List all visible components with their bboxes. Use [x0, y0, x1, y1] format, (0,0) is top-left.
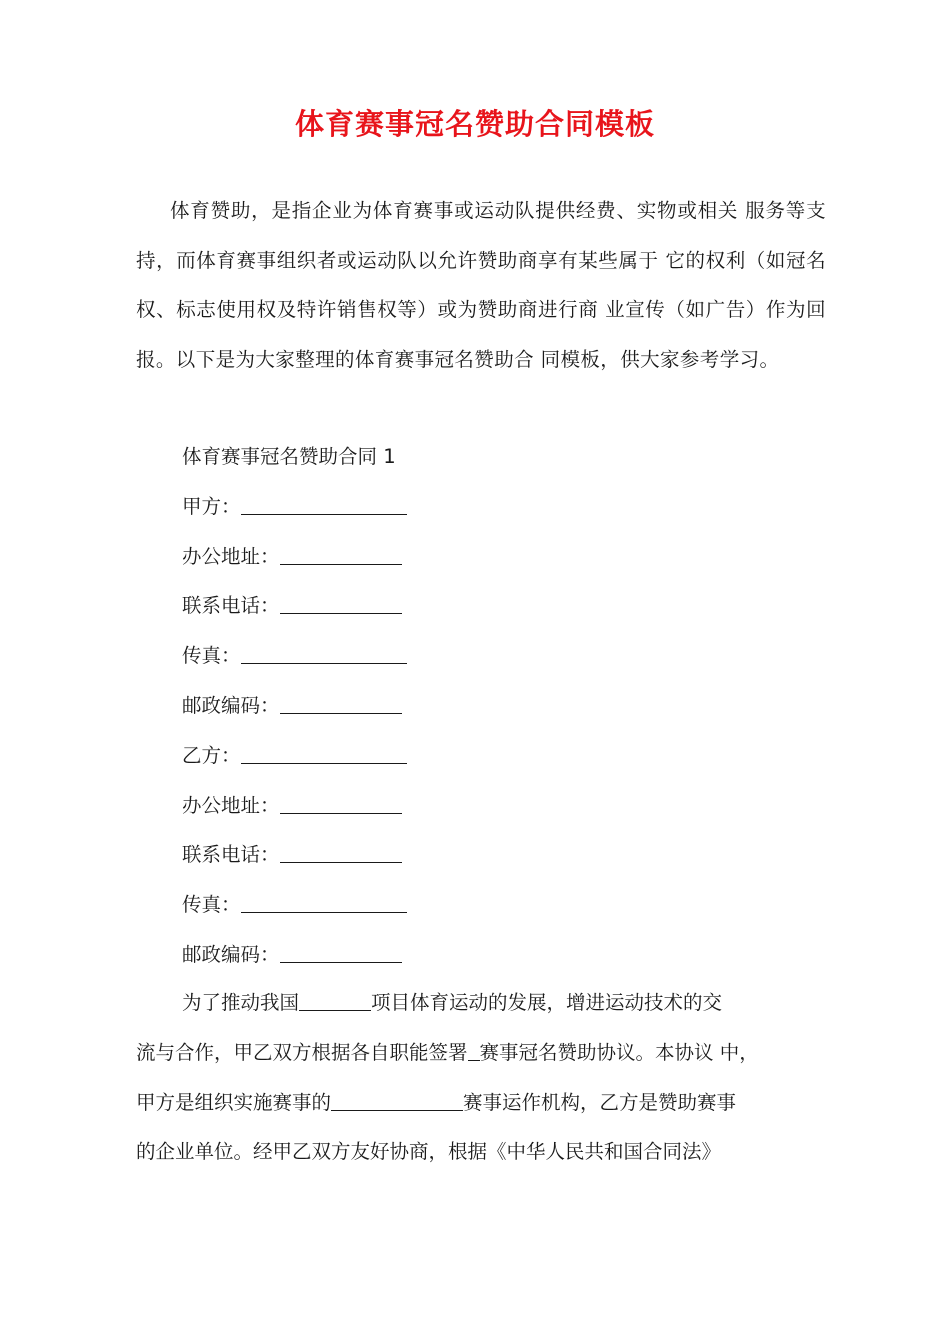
party-a-address-label: 办公地址：	[182, 544, 280, 568]
party-b-row	[182, 731, 407, 781]
event-name-blank	[468, 1038, 480, 1061]
intro-paragraph: 体育赞助，是指企业为体育赛事或运动队提供经费、实物或相关 服务等支持，而体育赛事组织者或运动队以允许赞助商享有某些属于 它的权利（如冠名权、标志使用权及特许销售权等）或为赞助商进行商 业宣传（如广告）作为回报。以下是为大家整理的体育赛事冠名赞助合 同模板，供大家参考学习。	[136, 199, 826, 372]
party-a-postcode-row	[182, 681, 407, 731]
party-b-postcode-row	[182, 930, 407, 980]
party-b-fax-blank	[241, 890, 407, 913]
party-a-address-row	[182, 532, 407, 582]
party-b-phone-blank	[280, 840, 402, 863]
body-line-3-end: 赛事运作机构，乙方是赞助赛事	[463, 1090, 737, 1114]
party-a-label: 甲方：	[182, 494, 241, 518]
body-line-1-start: 为了推动我国	[182, 991, 300, 1014]
party-a-blank	[241, 492, 407, 515]
party-b-label: 乙方：	[182, 743, 241, 767]
body-line-2	[136, 1028, 836, 1078]
body-line-4: 的企业单位。经甲乙双方友好协商，根据《中华人民共和国合同法》	[136, 1140, 722, 1164]
party-a-phone-blank	[280, 591, 402, 614]
contract-form	[182, 432, 407, 980]
party-a-postcode-blank	[280, 691, 402, 714]
body-line-3-start: 甲方是组织实施赛事的	[136, 1090, 332, 1114]
party-a-fax-blank	[241, 641, 407, 664]
project-blank	[299, 988, 371, 1011]
body-line-3	[136, 1078, 836, 1128]
body-line-2-start: 流与合作，甲乙双方根据各自职能签署	[136, 1040, 468, 1064]
party-a-postcode-label: 邮政编码：	[182, 693, 280, 717]
party-a-fax-row	[182, 631, 407, 681]
party-a-fax-label: 传真：	[182, 644, 241, 668]
party-b-phone-row	[182, 830, 407, 880]
party-b-fax-label: 传真：	[182, 893, 241, 917]
body-line-1-end: 项目体育运动的发展，增进运动技术的交	[371, 991, 723, 1014]
document-title: 体育赛事冠名赞助合同模板	[294, 107, 655, 141]
party-a-phone-label: 联系电话：	[182, 594, 280, 618]
party-b-address-row	[182, 781, 407, 831]
party-b-address-label: 办公地址：	[182, 793, 280, 817]
party-b-phone-label: 联系电话：	[182, 843, 280, 867]
body-line-2-end: 赛事冠名赞助协议。本协议 中，	[479, 1040, 759, 1064]
organizer-blank	[331, 1088, 463, 1111]
party-b-postcode-label: 邮政编码：	[182, 942, 280, 966]
body-line-1	[136, 978, 836, 1028]
contract-body	[136, 978, 836, 1177]
party-a-row	[182, 482, 407, 532]
party-b-postcode-blank	[280, 940, 402, 963]
party-a-address-blank	[280, 542, 402, 565]
party-a-phone-row	[182, 581, 407, 631]
contract-heading: 体育赛事冠名赞助合同 1	[182, 445, 396, 468]
party-b-blank	[241, 741, 407, 764]
party-b-fax-row	[182, 880, 407, 930]
party-b-address-blank	[280, 791, 402, 814]
